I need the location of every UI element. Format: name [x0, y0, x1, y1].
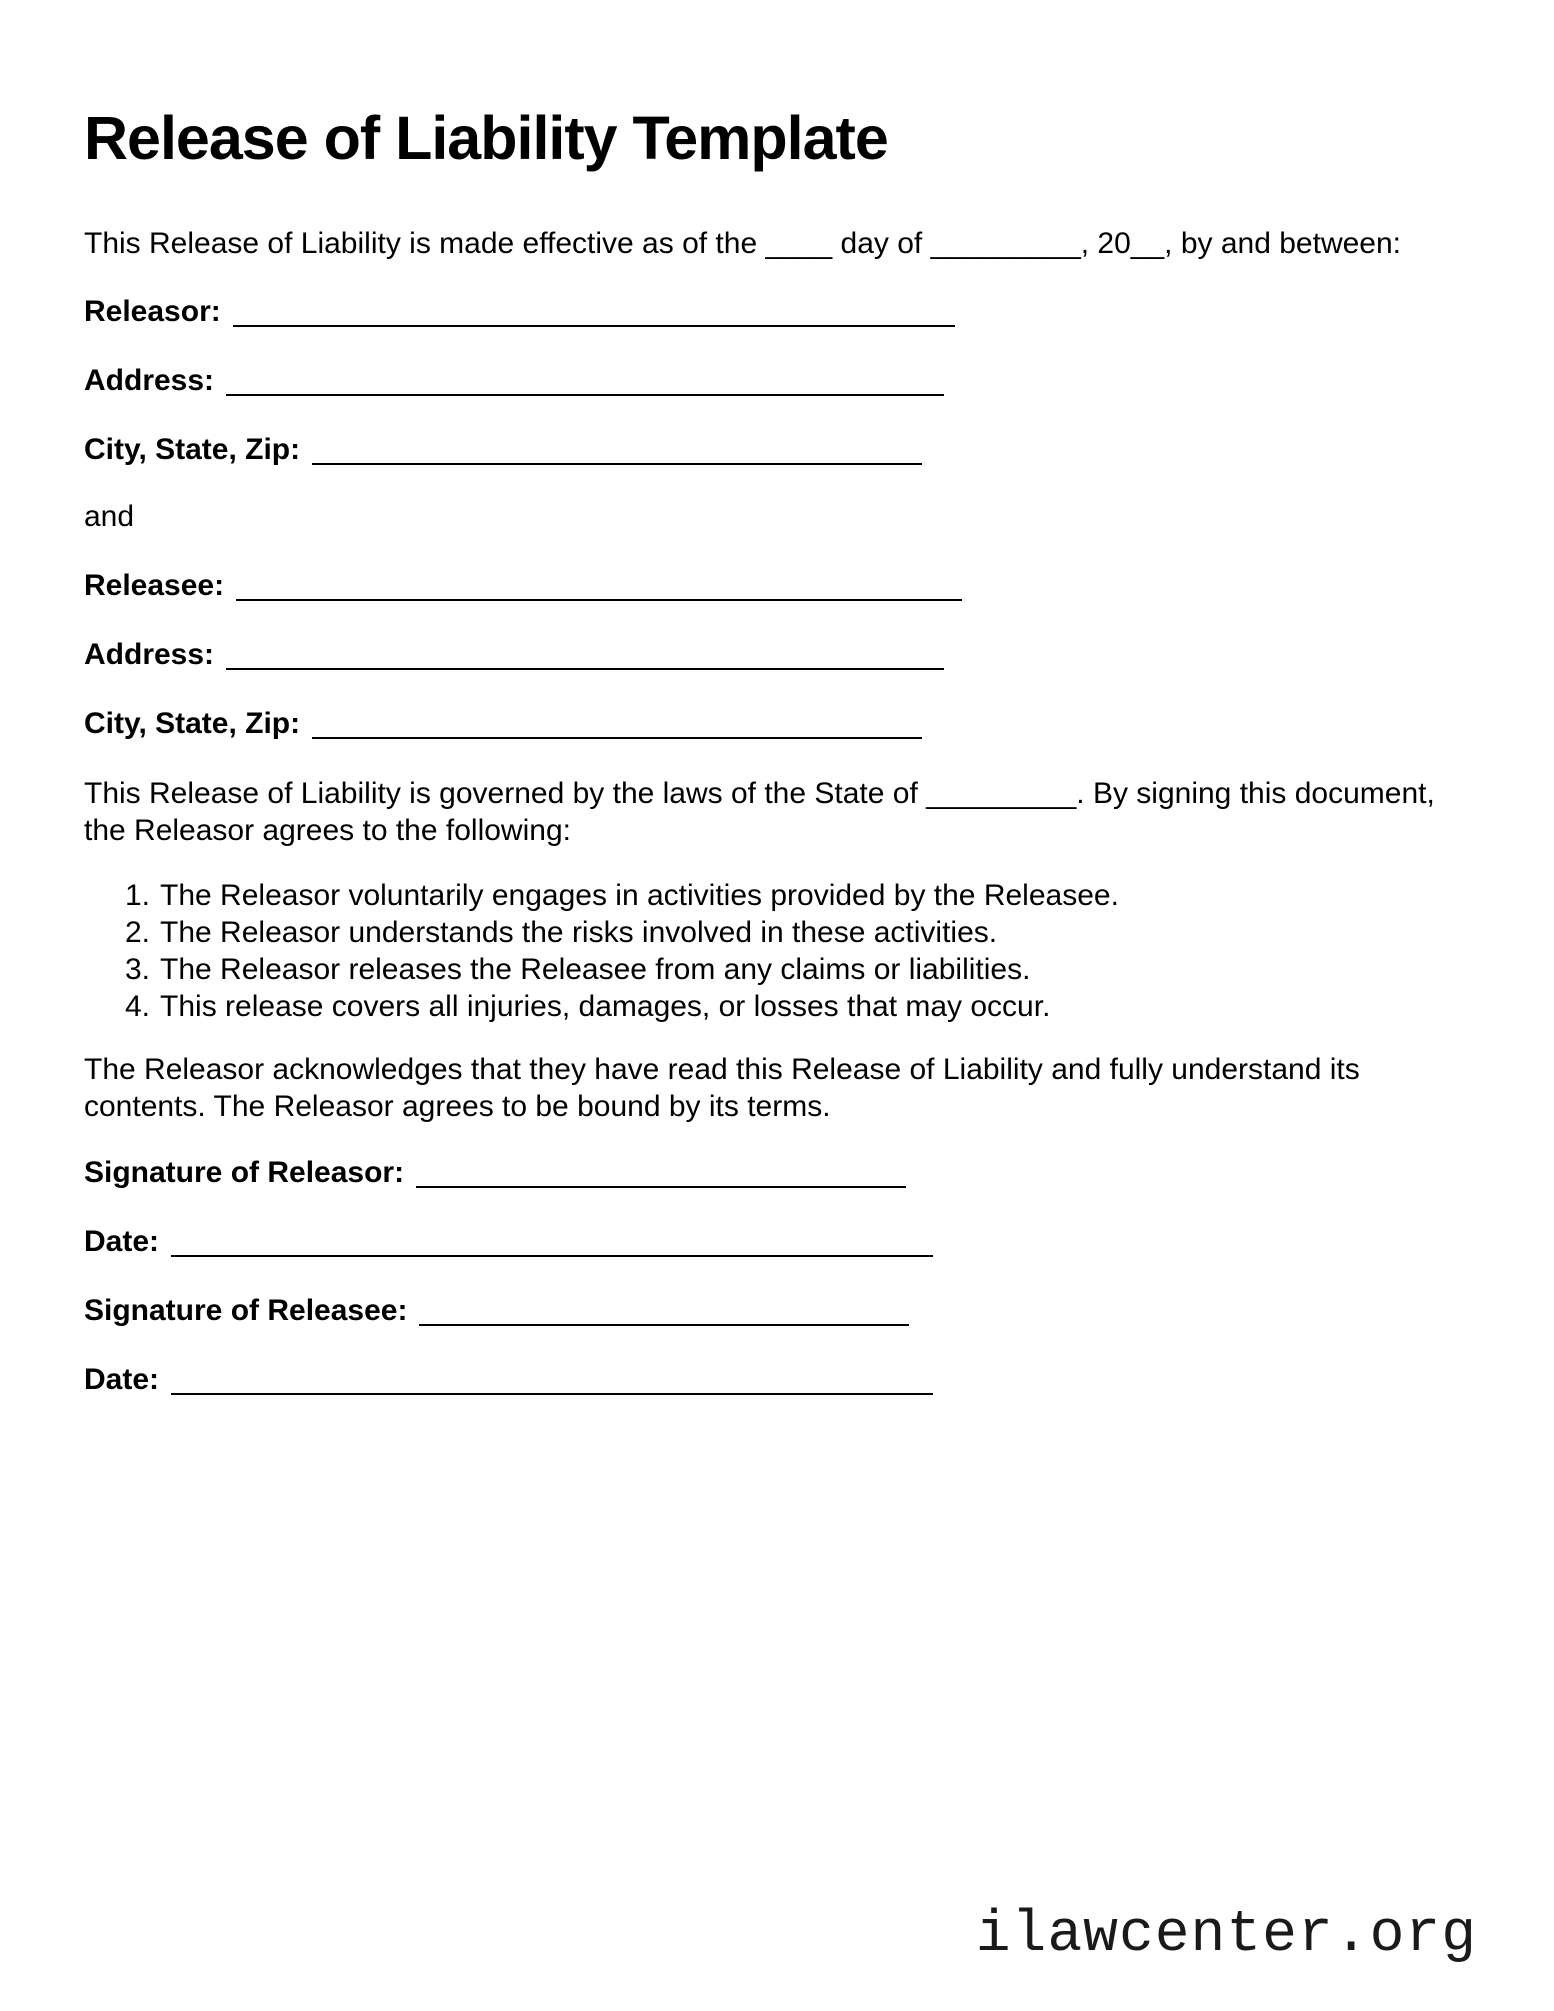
releasor-city-state-zip-blank-line	[312, 432, 922, 465]
term-text-1: The Releasor voluntarily engages in activities provided by the Releasee.	[160, 879, 1119, 912]
releasee-date-blank-line	[171, 1362, 933, 1395]
releasor-signature-blank-line	[416, 1155, 906, 1188]
term-number-3: 3.	[125, 953, 151, 986]
term-text-3: The Releasor releases the Releasee from any claims or liabilities.	[160, 953, 1031, 986]
term-text-2: The Releasor understands the risks involved in these activities.	[160, 916, 998, 949]
releasor-date-blank-line	[171, 1224, 933, 1257]
terms-list	[84, 877, 1470, 1025]
term-item-4	[125, 988, 1470, 1025]
intro-paragraph: This Release of Liability is made effective as of the ____ day of _________, 20__, by and between:	[84, 227, 1401, 260]
and-connector: and	[84, 500, 135, 533]
governing-law-paragraph: This Release of Liability is governed by the laws of the State of _________. By signing this document, the Releasor agrees to the following:	[84, 777, 1435, 847]
term-number-2: 2.	[125, 916, 151, 949]
releasee-address-row	[84, 637, 1470, 670]
releasee-date-row	[84, 1362, 1470, 1395]
releasor-name-row	[84, 294, 1470, 327]
term-item-2	[125, 914, 1470, 951]
releasor-city-state-zip-label: City, State, Zip:	[84, 433, 301, 466]
acknowledgment-paragraph: The Releasor acknowledges that they have read this Release of Liability and fully understand its contents. The Releasor agrees to be bound by its terms.	[84, 1053, 1360, 1123]
releasor-name-blank-line	[233, 294, 955, 327]
releasee-signature-blank-line	[419, 1293, 909, 1326]
releasor-address-blank-line	[226, 363, 944, 396]
footer-site-name: ilawcenter.org	[975, 1903, 1477, 1968]
releasor-city-state-zip-row	[84, 432, 1470, 465]
releasee-signature-row	[84, 1293, 1470, 1326]
releasor-address-label: Address:	[84, 364, 215, 397]
releasee-city-state-zip-label: City, State, Zip:	[84, 707, 301, 740]
releasee-city-state-zip-blank-line	[312, 706, 922, 739]
term-number-1: 1.	[125, 879, 151, 912]
term-item-3	[125, 951, 1470, 988]
releasee-date-label: Date:	[84, 1363, 160, 1396]
releasor-label: Releasor:	[84, 295, 221, 328]
releasor-date-row	[84, 1224, 1470, 1257]
releasee-name-blank-line	[236, 568, 962, 601]
page-title: Release of Liability Template	[84, 104, 888, 172]
releasee-address-label: Address:	[84, 638, 215, 671]
releasee-signature-label: Signature of Releasee:	[84, 1294, 408, 1327]
term-number-4: 4.	[125, 990, 151, 1023]
releasor-date-label: Date:	[84, 1225, 160, 1258]
term-item-1	[125, 877, 1470, 914]
term-text-4: This release covers all injuries, damages, or losses that may occur.	[160, 990, 1051, 1023]
releasor-signature-label: Signature of Releasor:	[84, 1156, 405, 1189]
releasee-label: Releasee:	[84, 569, 225, 602]
releasor-address-row	[84, 363, 1470, 396]
releasor-signature-row	[84, 1155, 1470, 1188]
releasee-name-row	[84, 568, 1470, 601]
releasee-address-blank-line	[226, 637, 944, 670]
releasee-city-state-zip-row	[84, 706, 1470, 739]
